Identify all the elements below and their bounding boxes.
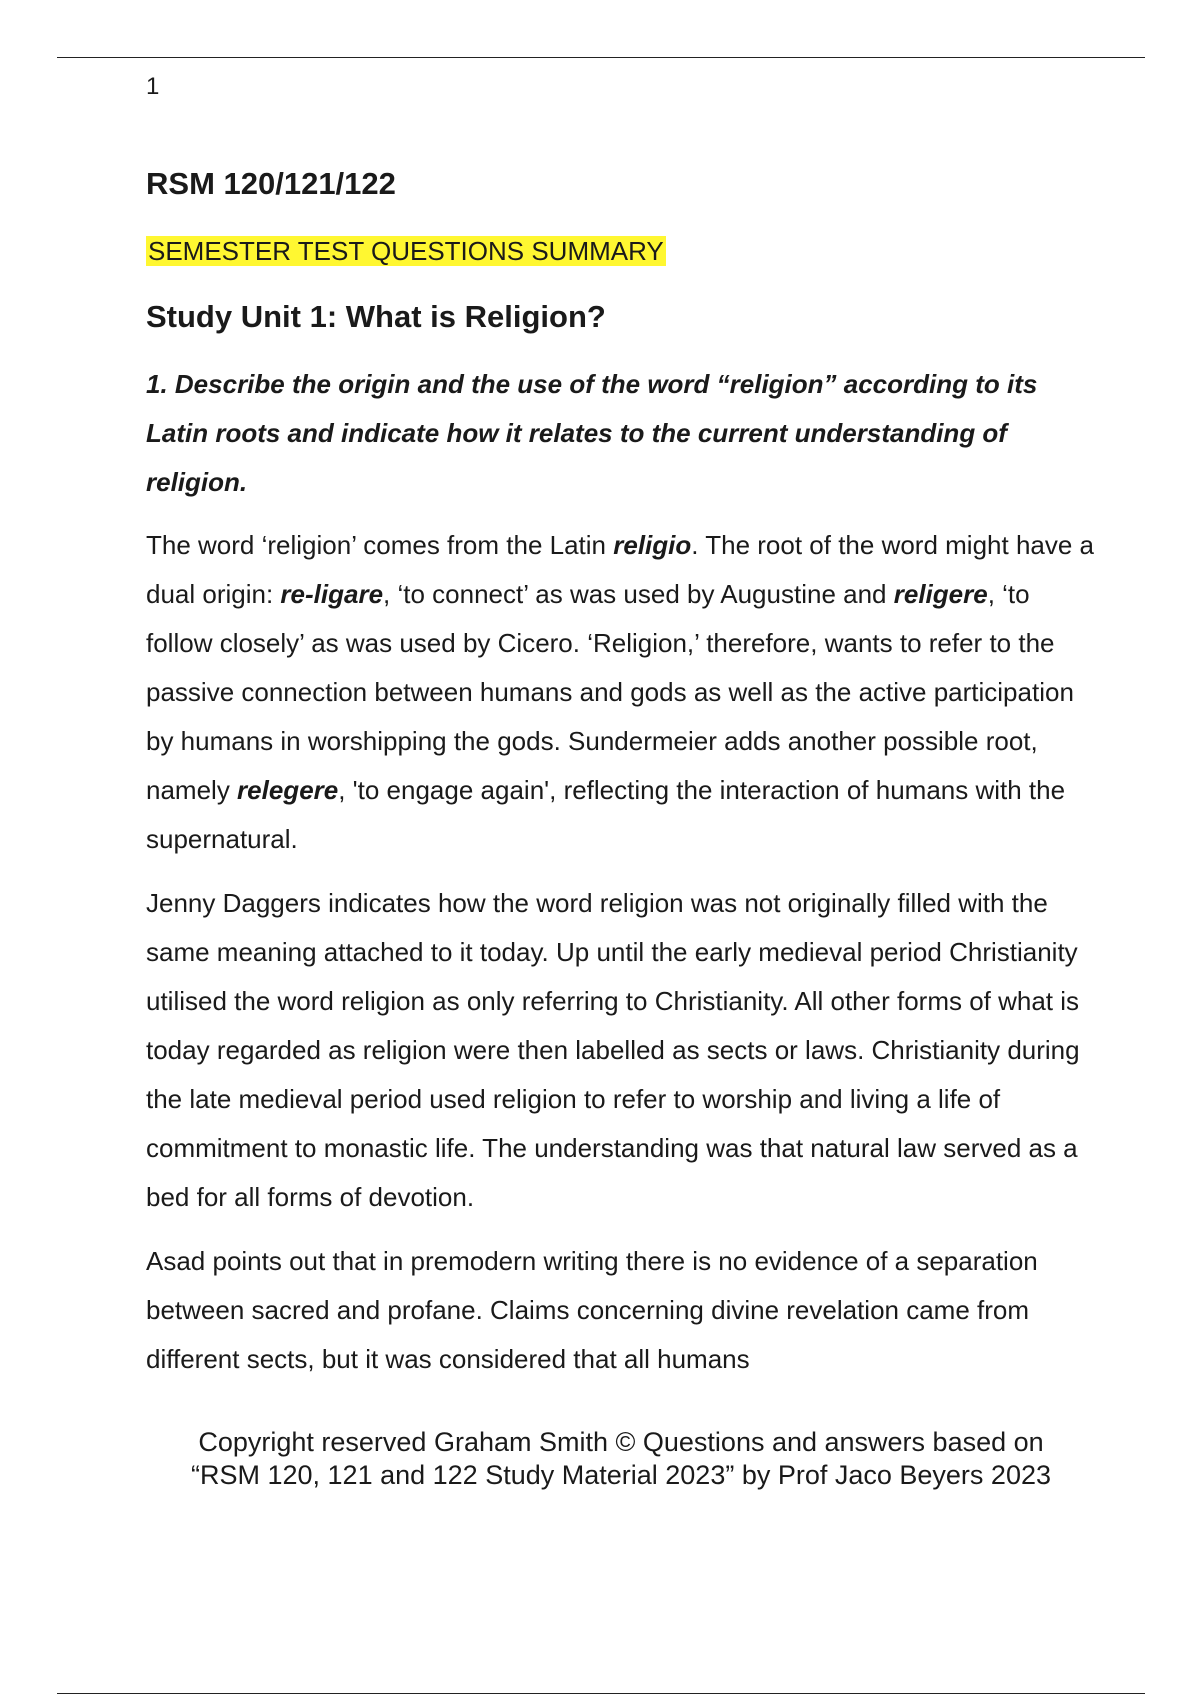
latin-term-religere: religere (893, 579, 988, 609)
latin-term-religio: religio (613, 530, 692, 560)
course-code: RSM 120/121/122 (146, 166, 396, 201)
highlighted-subtitle-text: SEMESTER TEST QUESTIONS SUMMARY (148, 236, 664, 266)
study-unit-title: Study Unit 1: What is Religion? (146, 299, 606, 334)
paragraph-text: , ‘to connect’ as was used by Augustine and (383, 579, 894, 609)
page-number: 1 (146, 73, 160, 100)
answer-paragraph-2: Jenny Daggers indicates how the word religion was not originally filled with the same meaning attached to it today. Up until the early medieval period Christianity utilised the word religion as only referring to Christianity. All other forms of what is today regarded as religion were then labelled as sects or laws. Christianity during the late medieval period used religion to refer to worship and living a life of commitment to monastic life. The understanding was that natural law served as a bed for all forms of devotion. (146, 888, 1080, 1212)
paragraph-text: The word ‘religion’ comes from the Latin (146, 530, 614, 560)
footer-line-2: “RSM 120, 121 and 122 Study Material 2023” by Prof Jaco Beyers 2023 (191, 1460, 1051, 1490)
paragraph-text: , ‘to follow closely’ as was used by Cicero. ‘Religion,’ therefore, wants to refer to the passive connection between humans and gods as well as the active participation by humans in worshipping the gods. Sundermeier adds another possible root, namely (146, 579, 1074, 805)
answer-paragraph-3: Asad points out that in premodern writing there is no evidence of a separation between sacred and profane. Claims concerning divine revelation came from different sects, but it was considered that all humans (146, 1246, 1038, 1374)
document-page (146, 70, 1096, 1399)
paragraph-text: . The root of the word might have a dual origin: (146, 530, 1095, 609)
latin-term-re-ligare: re-ligare (280, 579, 384, 609)
footer-line-1: Copyright reserved Graham Smith © Questions and answers based on (198, 1427, 1044, 1457)
copyright-footer (146, 1426, 1096, 1492)
question-1: 1. Describe the origin and the use of the word “religion” according to its Latin roots and indicate how it relates to the current understanding of religion. (146, 369, 1038, 497)
paragraph-text: , 'to engage again', reflecting the interaction of humans with the supernatural. (146, 775, 1066, 854)
answer-paragraph-1 (146, 521, 1096, 864)
top-rule (57, 57, 1145, 58)
bottom-rule (57, 1693, 1145, 1694)
document-subtitle (146, 234, 1096, 268)
latin-term-relegere: relegere (237, 775, 339, 805)
